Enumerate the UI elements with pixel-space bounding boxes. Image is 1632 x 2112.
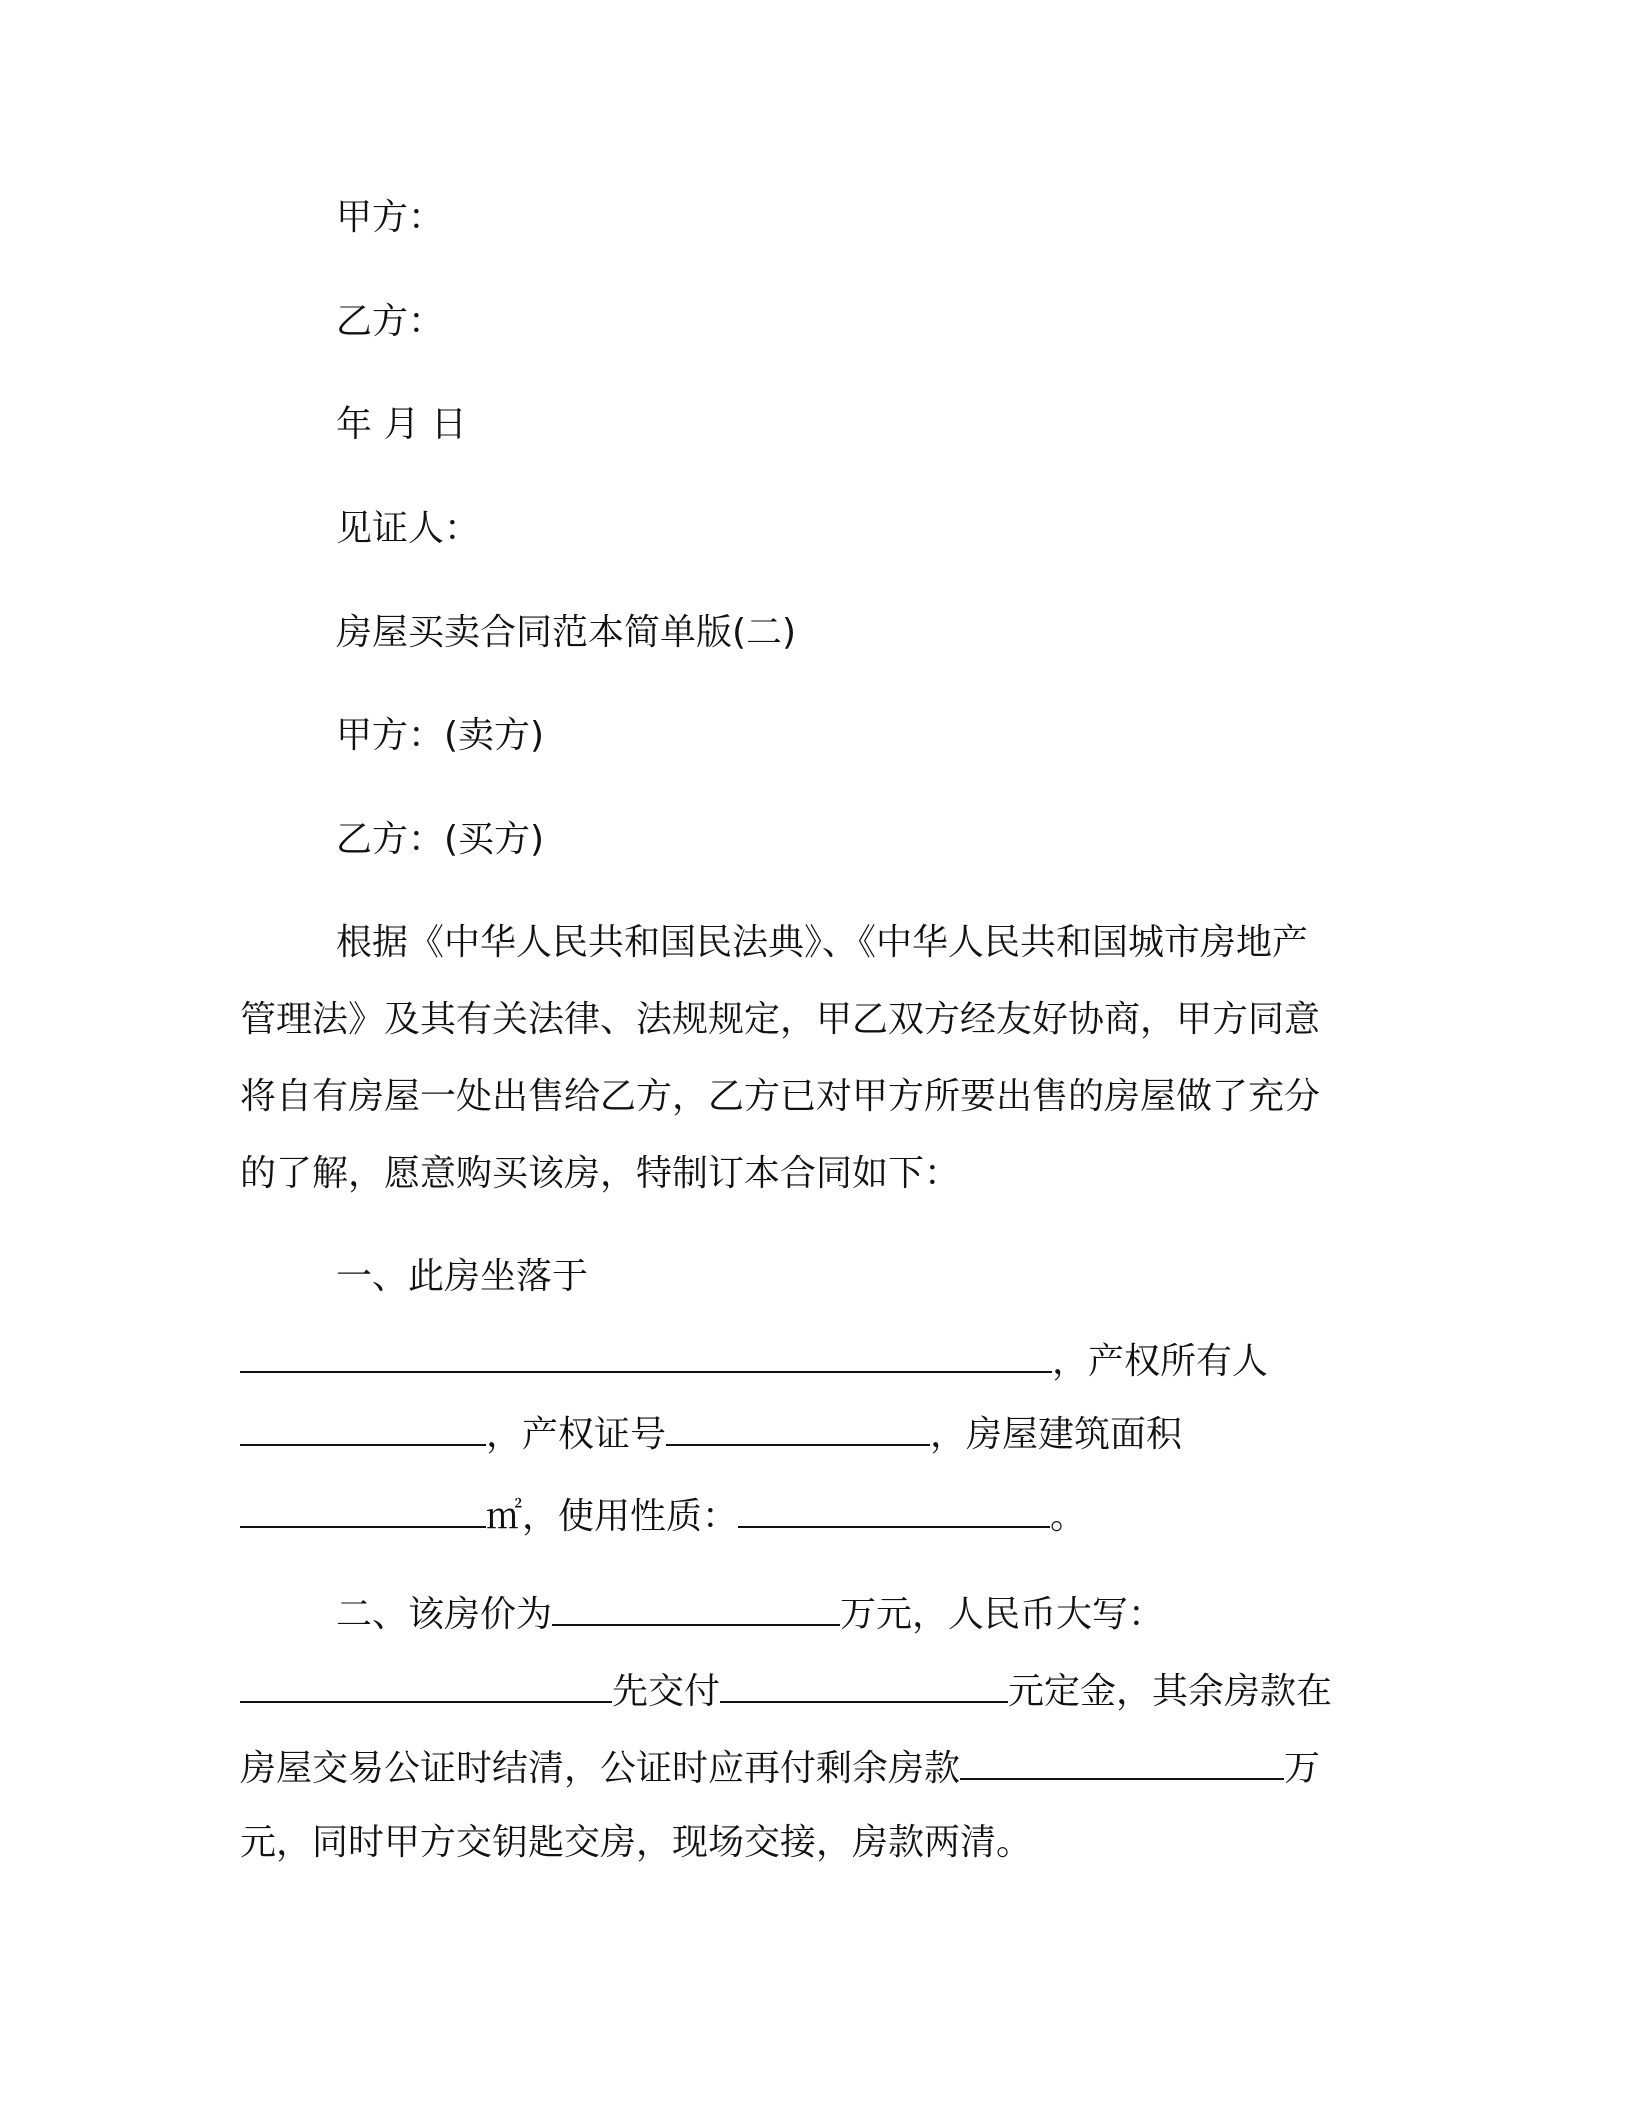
section-2-line-3 (240, 1744, 1320, 1791)
deposit-label: 先交付 (612, 1671, 721, 1712)
section-2-line-1 (336, 1590, 1164, 1637)
contract-title: 房屋买卖合同范本简单版(二) (336, 612, 797, 653)
party-a-line: 甲方： (336, 197, 445, 238)
buyer-line: 乙方：(买方) (336, 819, 545, 860)
section-1-line-2 (240, 1410, 1182, 1457)
remaining-label: 房屋交易公证时结清，公证时应再付剩余房款 (240, 1748, 961, 1789)
section-1-heading: 一、此房坐落于 (336, 1256, 589, 1297)
party-b-line: 乙方： (336, 301, 445, 342)
section-2-line-4: 元，同时甲方交钥匙交房，现场交接，房款两清。 (240, 1822, 1033, 1863)
remaining-blank[interactable] (960, 1744, 1284, 1780)
section-1-line-3 (240, 1492, 1086, 1539)
owner-label: ，产权所有人 (1052, 1341, 1269, 1382)
seller-line: 甲方：(卖方) (336, 715, 545, 756)
price-upper-blank[interactable] (240, 1667, 612, 1703)
section-1-line-1 (240, 1337, 1268, 1384)
owner-blank[interactable] (240, 1410, 486, 1446)
witness-line: 见证人： (336, 508, 481, 549)
preamble-line-1: 根据《中华人民共和国民法典》、《中华人民共和国城市房地产 (336, 922, 1309, 963)
price-upper-label: 万元，人民币大写： (840, 1594, 1165, 1635)
certificate-blank[interactable] (666, 1410, 930, 1446)
deposit-blank[interactable] (720, 1667, 1008, 1703)
remaining-unit: 万 (1284, 1748, 1321, 1789)
preamble-line-2: 管理法》及其有关法律、法规规定，甲乙双方经友好协商，甲方同意 (240, 999, 1321, 1040)
address-blank[interactable] (240, 1337, 1052, 1373)
preamble-line-4: 的了解，愿意购买该房，特制订本合同如下： (240, 1153, 961, 1194)
price-blank[interactable] (552, 1590, 840, 1626)
usage-blank[interactable] (738, 1492, 1050, 1528)
price-label: 二、该房价为 (336, 1594, 553, 1635)
deposit-tail: 元定金，其余房款在 (1008, 1671, 1333, 1712)
area-label: ，房屋建筑面积 (930, 1414, 1183, 1455)
section-2-line-2 (240, 1667, 1332, 1714)
date-line: 年 月 日 (336, 404, 467, 445)
period: 。 (1050, 1496, 1087, 1537)
area-blank[interactable] (240, 1492, 486, 1528)
certificate-label: ，产权证号 (486, 1414, 667, 1455)
preamble-line-3: 将自有房屋一处出售给乙方，乙方已对甲方所要出售的房屋做了充分 (240, 1076, 1321, 1117)
usage-label: ㎡，使用性质： (486, 1496, 739, 1537)
